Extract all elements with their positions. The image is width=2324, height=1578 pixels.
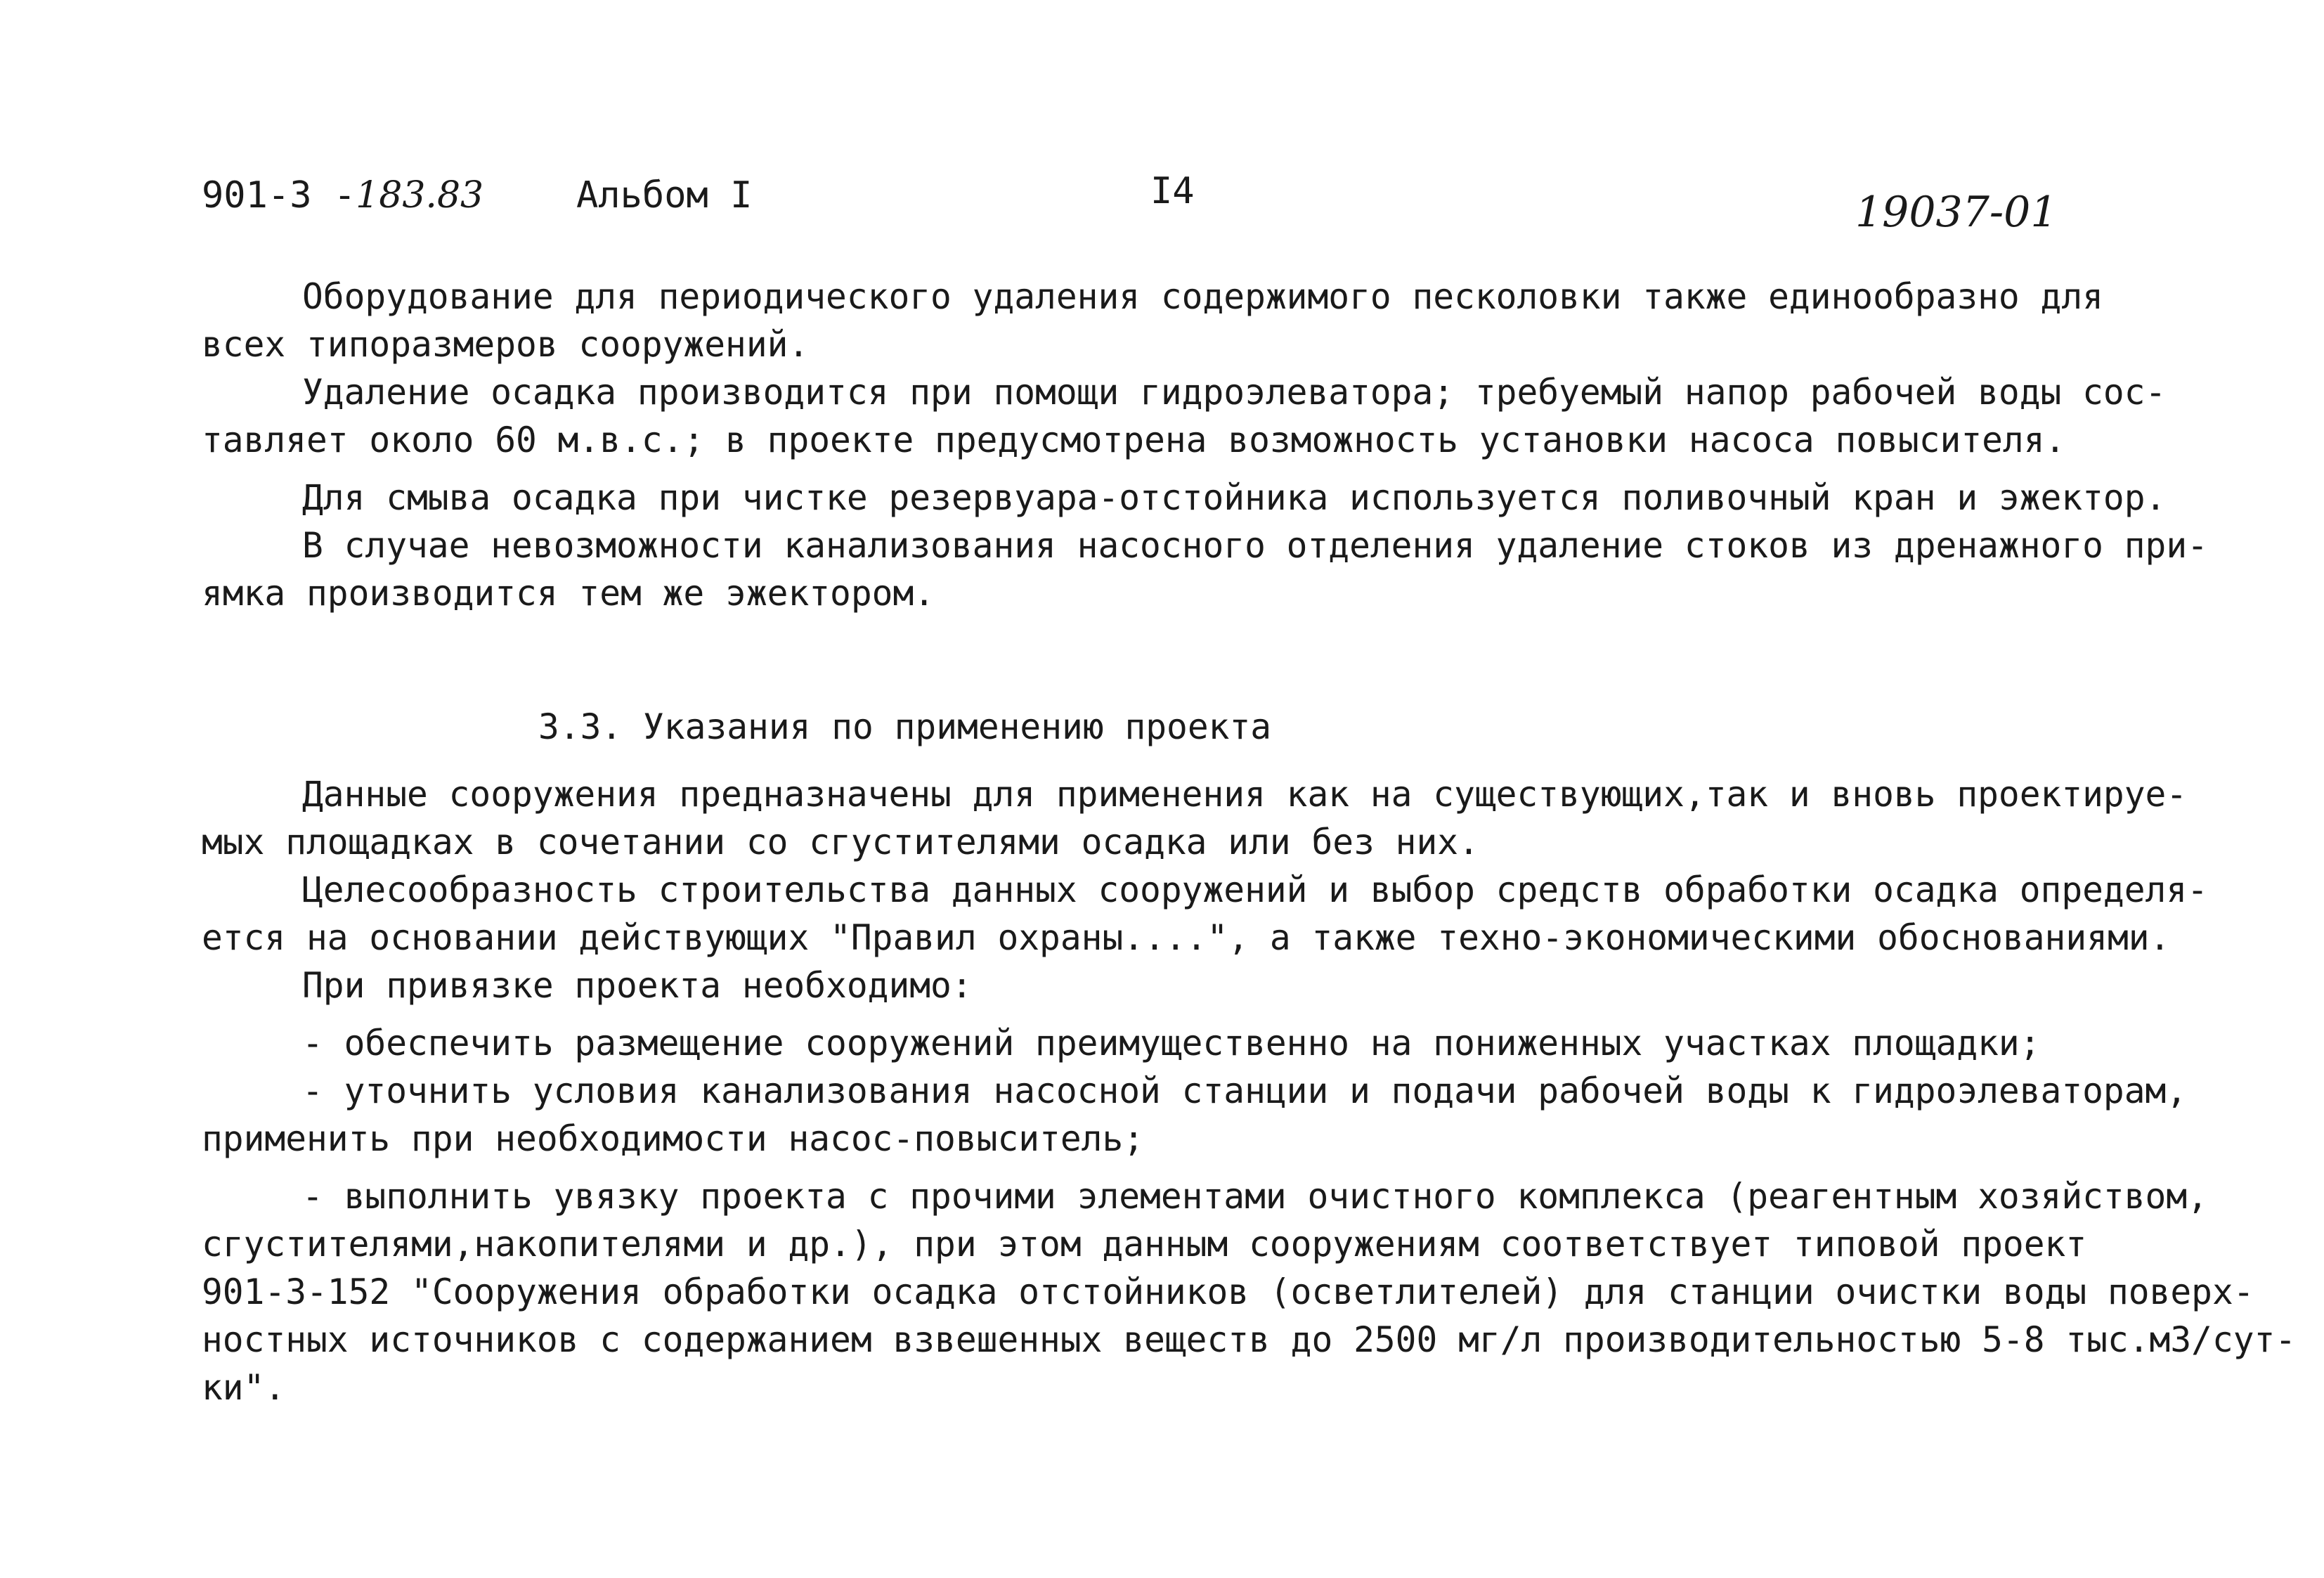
text-line: ки". xyxy=(202,1367,286,1408)
album-label: Альбом I xyxy=(576,174,753,216)
text-line: - уточнить условия канализования насосной станции и подачи рабочей воды к гидроэлеваторам, xyxy=(302,1071,2188,1111)
document-body xyxy=(202,273,2297,1411)
text-line: В случае невозможности канализования насосного отделения удаление стоков из дренажного при- xyxy=(302,525,2208,566)
text-line: - обеспечить размещение сооружений преимущественно на пониженных участках площадки; xyxy=(302,1023,2041,1063)
text-line: мых площадках в сочетании со сгустителями осадка или без них. xyxy=(202,822,1479,862)
paragraph-sediment-removal xyxy=(202,368,2169,464)
paragraph-flushing xyxy=(202,474,2169,522)
list-item-linkage xyxy=(202,1172,2297,1411)
page-header xyxy=(0,0,2324,237)
text-line: Оборудование для периодического удаления содержимого песколовки также единообразно для xyxy=(302,276,2103,317)
document-code-handwritten: 183.83 xyxy=(356,174,484,216)
text-line: тавляет около 60 м.в.с.; в проекте предусмотрена возможность установки насоса повысителя. xyxy=(202,420,2066,460)
list-item-sewerage xyxy=(202,1067,2188,1163)
archive-number: 19037-01 xyxy=(1855,188,2058,237)
text-line: ностных источников с содержанием взвешенных веществ до 2500 мг/л производительностью 5-8 тыс.м3/сут- xyxy=(202,1319,2297,1360)
text-line: ется на основании действующих "Правил охраны....", а также техно-экономическими обоснованиями. xyxy=(202,917,2171,958)
document-code xyxy=(202,173,483,218)
text-line: применить при необходимости насос-повыситель; xyxy=(202,1118,1145,1159)
text-line: Для смыва осадка при чистке резервуара-отстойника используется поливочный кран и эжектор. xyxy=(302,477,2167,518)
paragraph-requirements-intro xyxy=(202,962,2169,1009)
text-line: 901-3-152 "Сооружения обработки осадка отстойников (осветлителей) для станции очистки воды поверх- xyxy=(202,1272,2254,1312)
text-line: всех типоразмеров сооружений. xyxy=(202,324,810,365)
text-line: При привязке проекта необходимо: xyxy=(302,965,973,1006)
text-line: Удаление осадка производится при помощи гидроэлеватора; требуемый напор рабочей воды сос- xyxy=(302,372,2167,413)
text-line: сгустителями,накопителями и др.), при этом данным сооружениям соответствует типовой проект xyxy=(202,1224,2087,1265)
paragraph-purpose xyxy=(202,770,2188,866)
section-heading: 3.3. Указания по применению проекта xyxy=(538,706,1272,747)
page-number: I4 xyxy=(1150,170,1195,212)
text-line: Целесообразность строительства данных сооружений и выбор средств обработки осадка определя- xyxy=(302,869,2208,910)
text-line: Данные сооружения предназначены для применения как на существующих,так и вновь проектируе- xyxy=(302,774,2188,815)
paragraph-feasibility xyxy=(202,866,2208,962)
text-line: - выполнить увязку проекта с прочими элементами очистного комплекса (реагентным хозяйством, xyxy=(302,1176,2208,1217)
text-line: ямка производится тем же эжектором. xyxy=(202,573,935,614)
document-code-prefix: 901-3 - xyxy=(202,174,356,216)
paragraph-equipment xyxy=(202,273,2169,368)
list-item-placement xyxy=(202,1019,2169,1067)
paragraph-drainage xyxy=(202,522,2208,617)
